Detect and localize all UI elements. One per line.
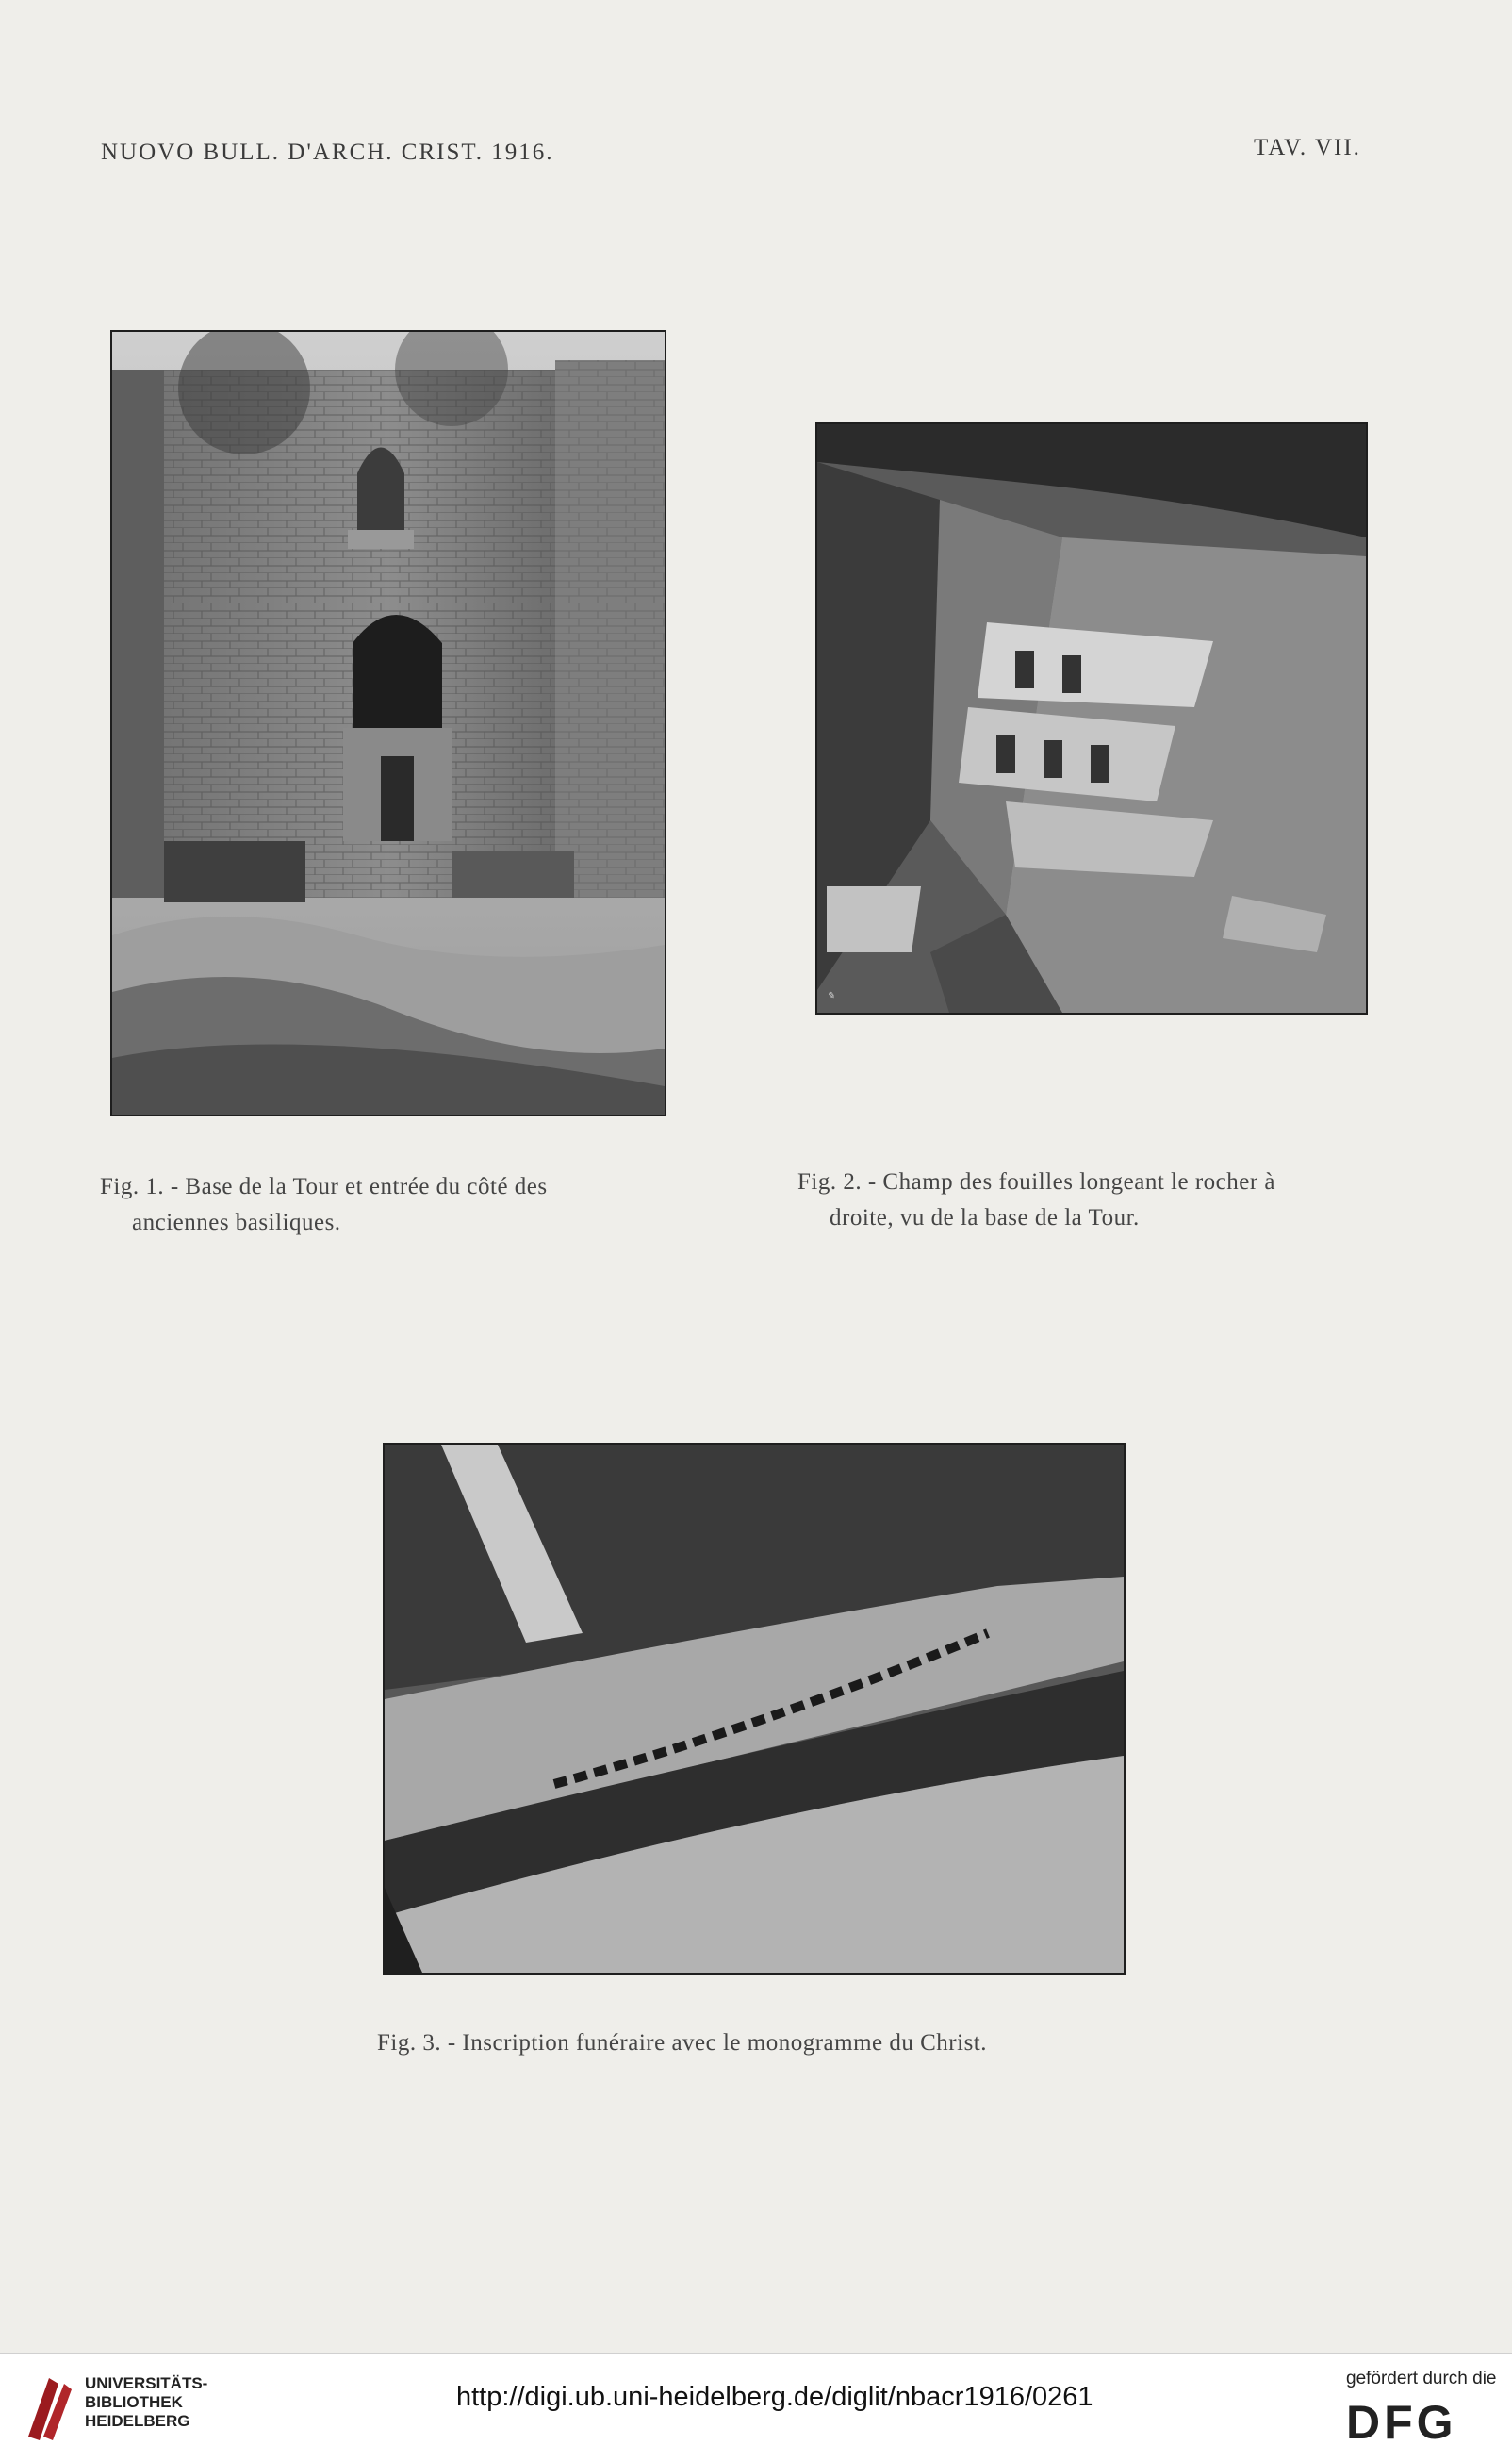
figure-3-caption-line1: Fig. 3. - Inscription funéraire avec le monogramme du Christ.	[377, 2030, 988, 2056]
figure-2-caption	[797, 1165, 1420, 1236]
library-name-line3: HEIDELBERG	[85, 2412, 190, 2430]
library-name-line1: UNIVERSITÄTS-	[85, 2374, 208, 2392]
library-name-line2: BIBLIOTHEK	[85, 2393, 183, 2411]
funded-by-label: gefördert durch die	[1346, 2369, 1497, 2388]
journal-header: NUOVO BULL. D'ARCH. CRIST. 1916.	[101, 140, 554, 165]
source-url[interactable]: http://digi.ub.uni-heidelberg.de/diglit/nbacr1916/0261	[456, 2382, 1093, 2412]
figure-1-caption	[100, 1169, 703, 1241]
figure-3-caption	[377, 2025, 1150, 2061]
figure-2-photo	[815, 422, 1368, 1015]
figure-2-caption-line2: droite, vu de la base de la Tour.	[830, 1205, 1140, 1231]
university-library-logo	[21, 2371, 79, 2446]
plate-number: TAV. VII.	[1254, 135, 1361, 160]
library-name	[85, 2374, 207, 2431]
figure-2-caption-line1: Fig. 2. - Champ des fouilles longeant le rocher à	[797, 1169, 1276, 1195]
svg-text:DFG: DFG	[1346, 2396, 1457, 2446]
figure-1-caption-line2: anciennes basiliques.	[132, 1210, 341, 1235]
dfg-logo	[1346, 2395, 1487, 2446]
figure-1-photo	[110, 330, 666, 1116]
figure-3-photo	[383, 1443, 1126, 1975]
figure-1-caption-line1: Fig. 1. - Base de la Tour et entrée du côté des	[100, 1174, 548, 1199]
photographer-signature: ✎	[827, 991, 835, 1001]
digitization-footer	[0, 2353, 1512, 2462]
